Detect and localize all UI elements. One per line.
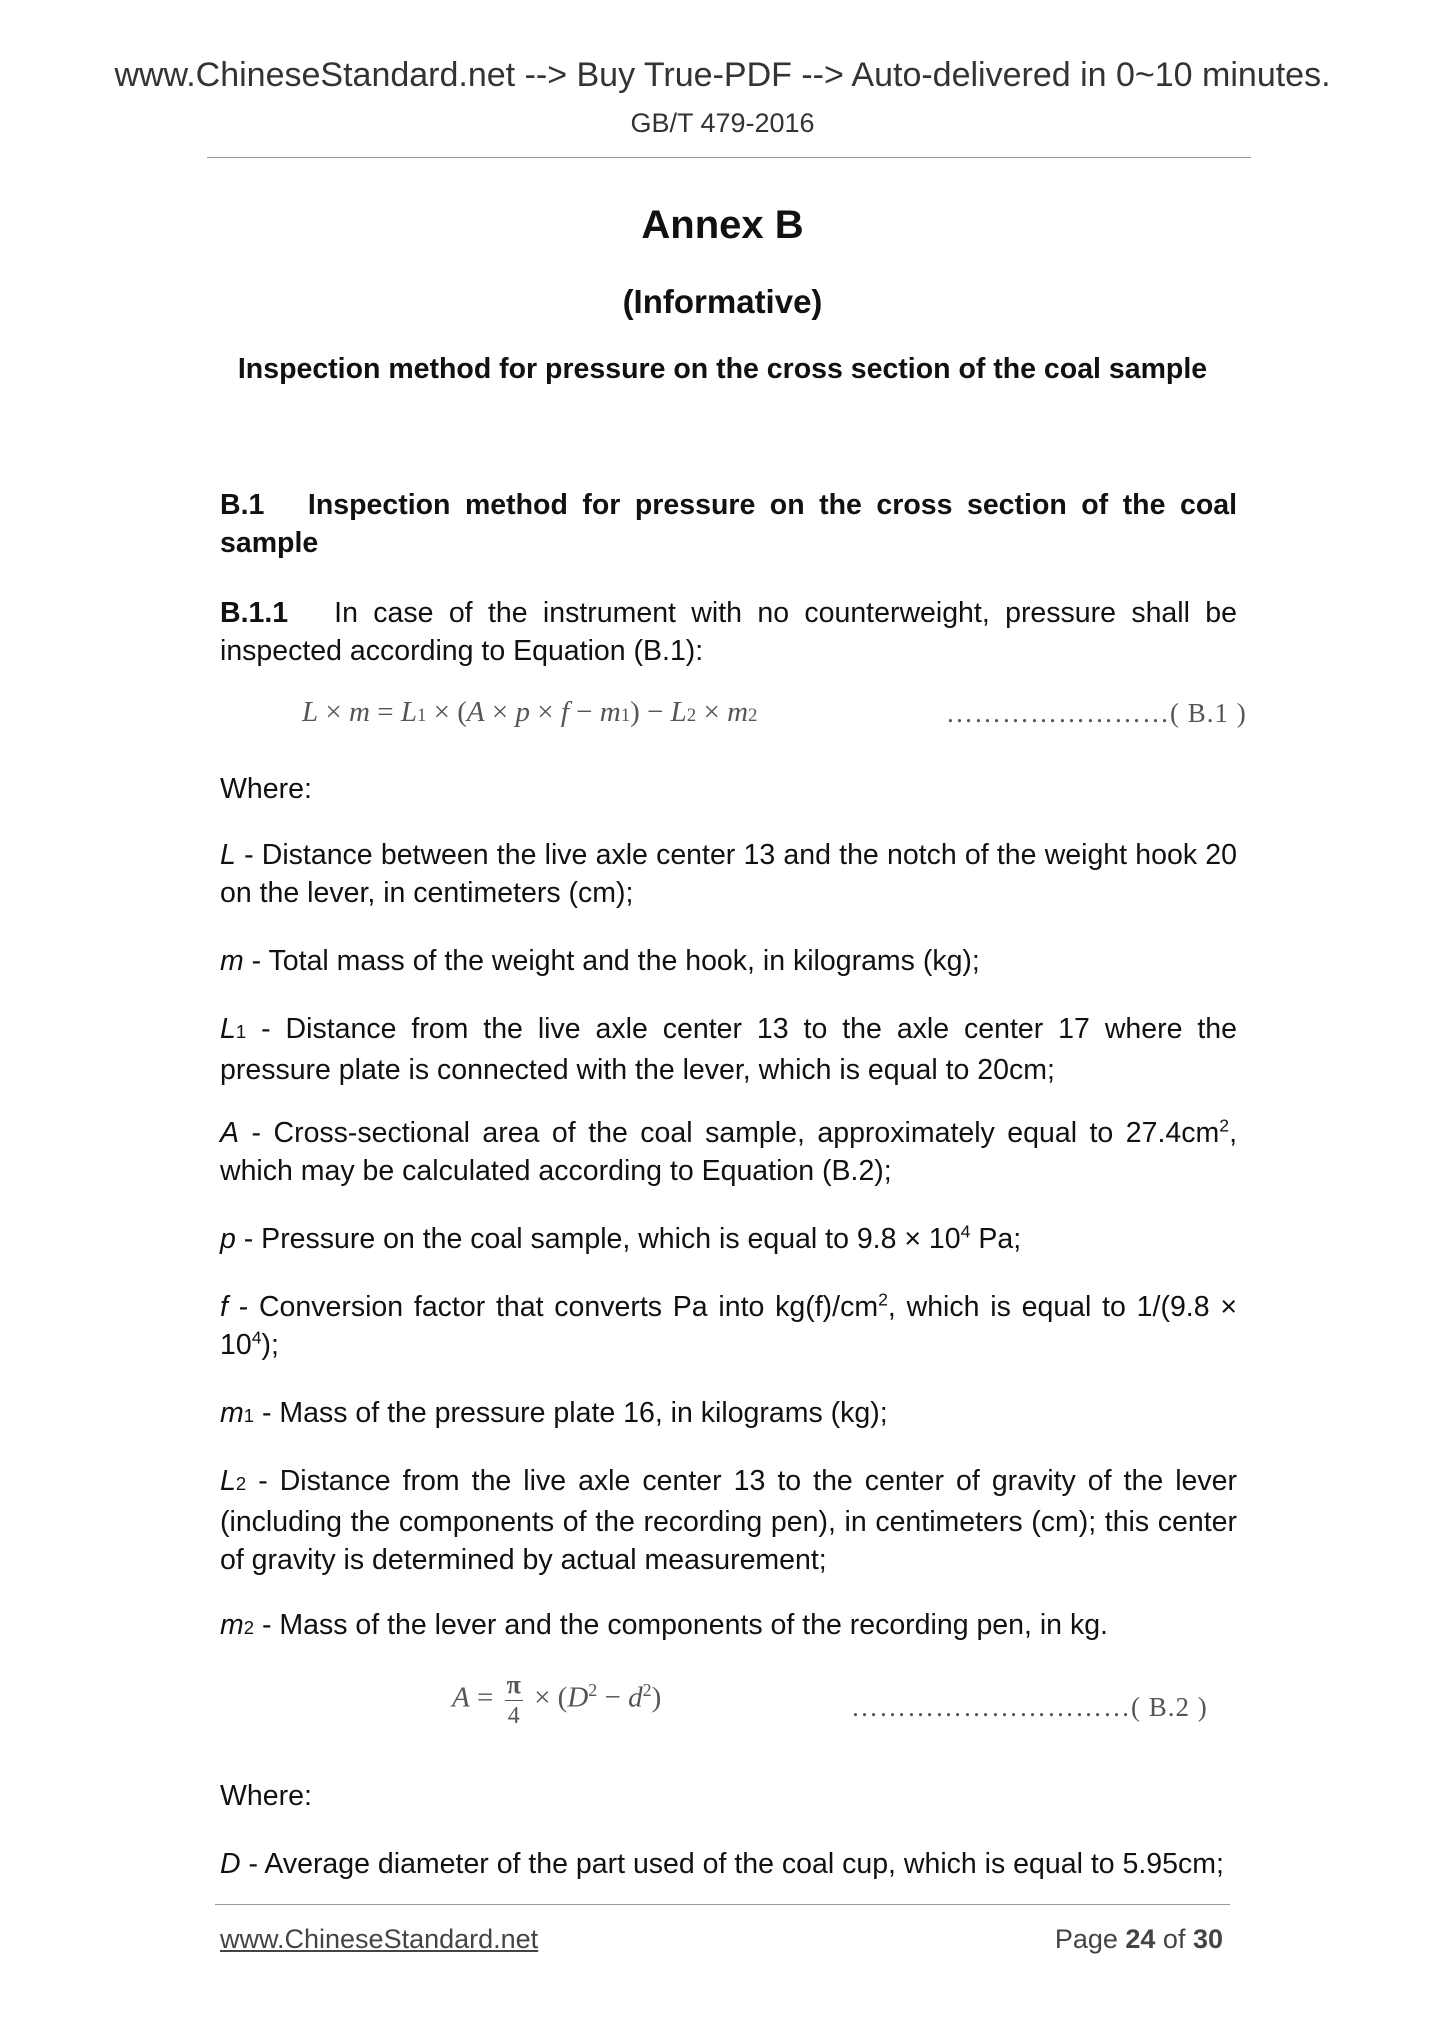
equation-b1: L × m = L1 × (A × p × f − m1) − L2 × m2 (302, 696, 758, 728)
definition-m: m - Total mass of the weight and the hook, in kilograms (kg); (220, 945, 980, 977)
definition-L1: L1 - Distance from the live axle center 13 to the axle center 17 where the pressure plate is connected with the lever, which is equal to 20cm; (220, 1013, 1237, 1086)
header-banner: www.ChineseStandard.net --> Buy True-PDF --> Auto-delivered in 0~10 minutes. (114, 56, 1331, 94)
equation-b2-tag: …………………………( B.2 ) (851, 1692, 1208, 1722)
footer-divider (215, 1904, 1230, 1905)
clause-text: In case of the instrument with no counterweight, pressure shall be inspected according to Equation (B.1): (220, 597, 1237, 667)
definition-f: f - Conversion factor that converts Pa into $kg(f)/cm^2$, which is equal to $1/(9.8 \times 10^4)$; (220, 1289, 1237, 1361)
equation-b1-tag: ……………………( B.1 ) (946, 698, 1247, 728)
footer-site-link[interactable]: www.ChineseStandard.net (220, 1924, 539, 1954)
section-heading-b1 (220, 486, 1237, 562)
footer-page-number: Page 24 of 30 (1054, 1924, 1223, 1954)
section-title: Inspection method for pressure on the cross section of the coal sample (220, 489, 1237, 559)
definition-L: L - Distance between the live axle center 13 and the notch of the weight hook 20 on the lever, in centimeters (cm); (220, 839, 1237, 909)
header-doc-id: GB/T 479-2016 (630, 108, 815, 138)
where-label-2: Where: (220, 1780, 312, 1812)
definition-A: A - Cross-sectional area of the coal sample, approximately equal to $27.4cm^2$, which may be calculated according to Equation (B.2); (220, 1115, 1237, 1187)
definition-L2: L2 - Distance from the live axle center 13 to the center of gravity of the lever (including the components of the recording pen), in centimeters (cm); this center of gravity is determined by actual measurement; (220, 1465, 1237, 1576)
equation-b2: A = $\frac{\pi}{4}$ × $(D^2 - d^2)$ (452, 1670, 662, 1729)
definition-m1: m1 - Mass of the pressure plate 16, in kilograms (kg); (220, 1397, 888, 1429)
header-divider (207, 157, 1251, 158)
clause-number: B.1.1 (220, 597, 289, 629)
section-number: B.1 (220, 489, 265, 521)
definition-p: p - Pressure on the coal sample, which is equal to $9.8 \times 10^4$ Pa; (220, 1221, 1022, 1255)
definition-m2: m2 - Mass of the lever and the components of the recording pen, in kg. (220, 1609, 1108, 1641)
annex-title: Annex B (641, 203, 804, 247)
annex-subtitle: Inspection method for pressure on the cross section of the coal sample (237, 353, 1208, 385)
annex-informative: (Informative) (622, 283, 823, 320)
definition-D: D - Average diameter of the part used of the coal cup, which is equal to 5.95cm; (220, 1848, 1224, 1880)
where-label: Where: (220, 773, 312, 805)
clause-b11 (220, 594, 1237, 670)
